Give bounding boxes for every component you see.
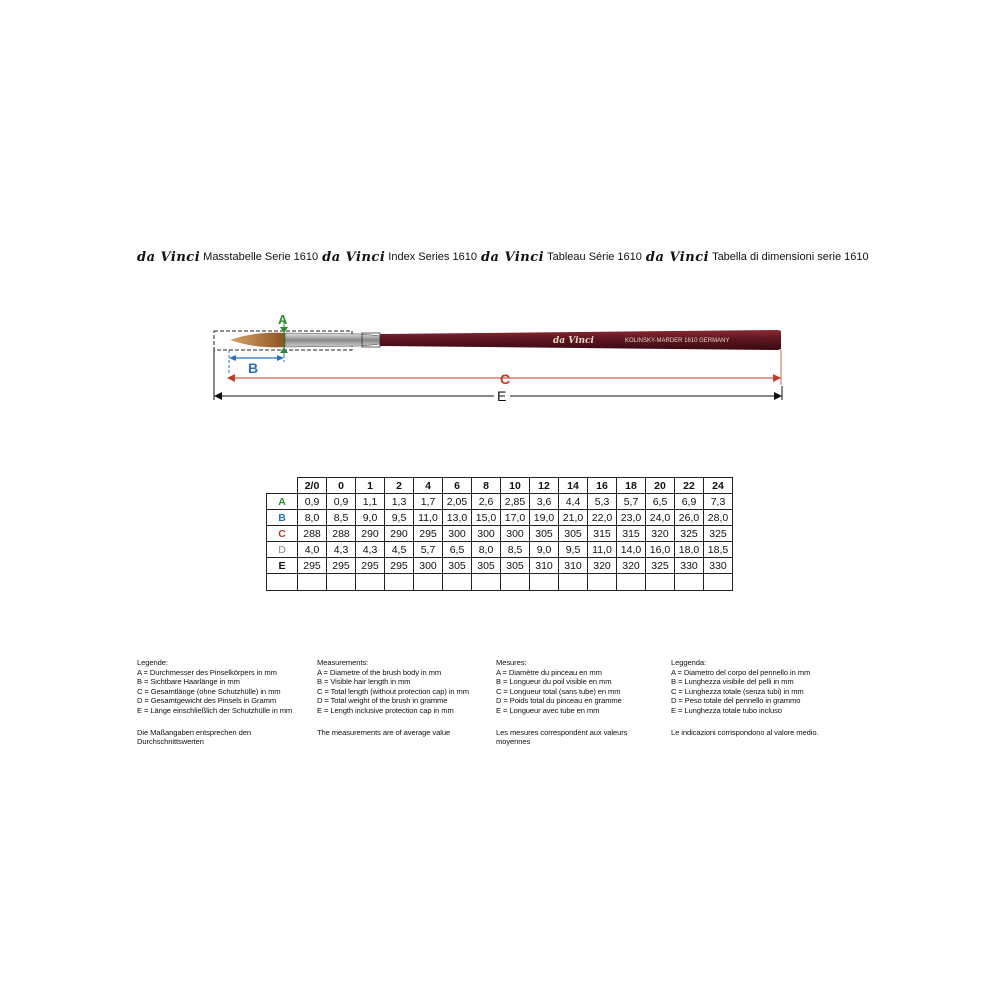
size-header-cell: 1 [356, 478, 385, 494]
table-cell: 18,0 [675, 542, 704, 558]
arrow-right-icon [277, 355, 284, 361]
legend-title: Legende: [137, 658, 168, 667]
size-header-cell: 2/0 [298, 478, 327, 494]
legend-title: Leggenda: [671, 658, 706, 667]
table-empty-cell [443, 574, 472, 591]
table-empty-cell [588, 574, 617, 591]
table-cell: 26,0 [675, 510, 704, 526]
legend-line: A = Diametro del corpo del pennello in mm [671, 667, 811, 677]
brand-logo-1: da Vinci [137, 249, 201, 265]
legend-line: E = Lunghezza totale tubo incluso [671, 705, 782, 715]
table-cell: 295 [298, 558, 327, 574]
size-header-cell: 4 [414, 478, 443, 494]
table-cell: 300 [472, 526, 501, 542]
legend-note: The measurements are of average value [317, 727, 451, 737]
table-cell: 19,0 [530, 510, 559, 526]
table-cell: 8,0 [298, 510, 327, 526]
legend-line: A = Diametre of the brush body in mm [317, 667, 442, 677]
arrow-down-icon [280, 327, 288, 333]
table-empty-cell [530, 574, 559, 591]
table-header-row [267, 478, 733, 494]
table-empty-cell [298, 574, 327, 591]
size-header-cell: 24 [704, 478, 733, 494]
table-cell: 325 [646, 558, 675, 574]
table-cell: 325 [704, 526, 733, 542]
legend-title: Measurements: [317, 658, 369, 667]
table-cell: 8,5 [327, 510, 356, 526]
legend-note: Die Maßangaben entsprechen den Durchschnittswerten [137, 727, 251, 747]
table-corner-cell [267, 478, 298, 494]
table-empty-cell [559, 574, 588, 591]
size-header-cell: 8 [472, 478, 501, 494]
table-cell: 17,0 [501, 510, 530, 526]
table-cell: 295 [414, 526, 443, 542]
table-row [267, 526, 733, 542]
table-empty-cell [327, 574, 356, 591]
size-table [266, 477, 733, 591]
table-empty-cell [646, 574, 675, 591]
table-cell: 300 [414, 558, 443, 574]
table-cell: 295 [327, 558, 356, 574]
table-cell: 15,0 [472, 510, 501, 526]
table-cell: 305 [559, 526, 588, 542]
table-empty-cell [501, 574, 530, 591]
table-cell: 320 [617, 558, 646, 574]
table-cell: 315 [588, 526, 617, 542]
title-french: Tableau Série 1610 [547, 251, 642, 263]
arrow-right-icon [773, 374, 781, 382]
legend-line: E = Longueur avec tube en mm [496, 705, 600, 715]
table-cell: 0,9 [298, 494, 327, 510]
table-cell: 11,0 [414, 510, 443, 526]
table-cell: 9,0 [530, 542, 559, 558]
table-cell: 16,0 [646, 542, 675, 558]
label-e: E [497, 388, 507, 404]
table-empty-cell [414, 574, 443, 591]
table-row [267, 542, 733, 558]
table-cell: 9,5 [385, 510, 414, 526]
size-header-cell: 6 [443, 478, 472, 494]
table-cell: 295 [385, 558, 414, 574]
legend-line: B = Longueur du poil visible en mm [496, 677, 612, 687]
table-cell: 305 [530, 526, 559, 542]
legend-line: B = Sichtbare Haarlänge in mm [137, 677, 240, 687]
table-cell: 4,5 [385, 542, 414, 558]
table-cell: 288 [327, 526, 356, 542]
table-cell: 6,9 [675, 494, 704, 510]
table-cell: 21,0 [559, 510, 588, 526]
table-cell: 5,7 [414, 542, 443, 558]
table-blank-row [267, 574, 733, 591]
size-header-cell: 12 [530, 478, 559, 494]
label-b: B [248, 360, 259, 376]
table-cell: 0,9 [327, 494, 356, 510]
table-cell: 8,0 [472, 542, 501, 558]
size-header-cell: 18 [617, 478, 646, 494]
table-cell: 305 [443, 558, 472, 574]
table-cell: 24,0 [646, 510, 675, 526]
table-cell: 315 [617, 526, 646, 542]
legend-line: B = Visible hair length in mm [317, 677, 411, 687]
table-cell: 1,3 [385, 494, 414, 510]
handle-imprint: KOLINSKY-MARDER 1610 GERMANY [625, 338, 730, 344]
handle-brand: da Vinci [553, 336, 594, 346]
table-cell: 2,05 [443, 494, 472, 510]
legend-line: C = Longueur total (sans tube) en mm [496, 686, 621, 696]
table-cell: 22,0 [588, 510, 617, 526]
size-header-cell: 2 [385, 478, 414, 494]
brush-diagram [0, 0, 1000, 420]
brand-logo-3: da Vinci [480, 249, 545, 265]
table-cell: 300 [443, 526, 472, 542]
row-key-cell: A [267, 494, 298, 510]
size-header-cell: 16 [588, 478, 617, 494]
legend-note: Le indicazioni corrispondono al valore medio. [671, 727, 819, 737]
size-header-cell: 14 [559, 478, 588, 494]
legend-line: D = Total weight of the brush in gramme [317, 696, 448, 706]
table-cell: 310 [530, 558, 559, 574]
table-cell: 9,5 [559, 542, 588, 558]
table-cell: 305 [472, 558, 501, 574]
legend-french [496, 658, 671, 747]
table-row [267, 558, 733, 574]
label-a: A [278, 312, 288, 327]
legend-german [137, 658, 312, 747]
table-cell: 7,3 [704, 494, 733, 510]
legend-line: B = Lunghezza visibile del pelli in mm [671, 677, 794, 687]
table-cell: 11,0 [588, 542, 617, 558]
arrow-right-icon [774, 392, 782, 400]
brand-logo-4: da Vinci [645, 249, 710, 265]
size-header-cell: 0 [327, 478, 356, 494]
table-cell: 300 [501, 526, 530, 542]
table-cell: 13,0 [443, 510, 472, 526]
size-header-cell: 10 [501, 478, 530, 494]
table-empty-cell [617, 574, 646, 591]
table-cell: 4,3 [356, 542, 385, 558]
table-cell: 290 [385, 526, 414, 542]
brush-hair [230, 333, 285, 348]
table-cell: 320 [646, 526, 675, 542]
table-cell: 3,6 [530, 494, 559, 510]
legend-title: Mesures: [496, 658, 527, 667]
table-empty-cell [356, 574, 385, 591]
legend-italian [671, 658, 846, 737]
row-key-cell: C [267, 526, 298, 542]
row-key-cell: B [267, 510, 298, 526]
size-header-cell: 22 [675, 478, 704, 494]
table-cell: 295 [356, 558, 385, 574]
table-cell: 330 [675, 558, 704, 574]
table-cell: 6,5 [646, 494, 675, 510]
table-empty-cell [267, 574, 298, 591]
table-empty-cell [704, 574, 733, 591]
table-cell: 1,7 [414, 494, 443, 510]
table-cell: 290 [356, 526, 385, 542]
table-empty-cell [472, 574, 501, 591]
size-header-cell: 20 [646, 478, 675, 494]
table-cell: 4,4 [559, 494, 588, 510]
table-row [267, 510, 733, 526]
table-cell: 1,1 [356, 494, 385, 510]
legend-line: E = Length inclusive protection cap in mm [317, 705, 454, 715]
table-cell: 2,6 [472, 494, 501, 510]
arrow-left-icon [227, 374, 235, 382]
legend-line: D = Poids total du pinceau en gramme [496, 696, 622, 706]
legend-line: D = Gesamtgewicht des Pinsels in Gramm [137, 696, 277, 706]
arrow-left-icon [229, 355, 236, 361]
table-cell: 320 [588, 558, 617, 574]
table-cell: 8,5 [501, 542, 530, 558]
table-cell: 325 [675, 526, 704, 542]
title-italian: Tabella di dimensioni serie 1610 [712, 251, 869, 263]
arrow-left-icon [214, 392, 222, 400]
table-cell: 14,0 [617, 542, 646, 558]
table-cell: 28,0 [704, 510, 733, 526]
table-empty-cell [385, 574, 414, 591]
table-cell: 310 [559, 558, 588, 574]
legend-line: A = Durchmesser des Pinselkörpers in mm [137, 667, 277, 677]
table-cell: 5,3 [588, 494, 617, 510]
row-key-cell: D [267, 542, 298, 558]
table-cell: 5,7 [617, 494, 646, 510]
legend-line: C = Lunghezza totale (senza tubi) in mm [671, 686, 804, 696]
brand-logo-2: da Vinci [322, 249, 386, 265]
legend-line: D = Peso totale del pennello in grammo [671, 696, 801, 706]
table-cell: 6,5 [443, 542, 472, 558]
label-c: C [500, 371, 511, 387]
legend-line: A = Diamètre du pinceau en mm [496, 667, 602, 677]
brush-ferrule [285, 333, 380, 347]
legend-line: E = Länge einschließlich der Schutzhülle in mm [137, 705, 293, 715]
table-empty-cell [675, 574, 704, 591]
table-cell: 2,85 [501, 494, 530, 510]
table-row [267, 494, 733, 510]
table-cell: 4,3 [327, 542, 356, 558]
legend-english [317, 658, 492, 737]
title-english: Index Series 1610 [388, 251, 477, 263]
row-key-cell: E [267, 558, 298, 574]
table-cell: 288 [298, 526, 327, 542]
table-cell: 23,0 [617, 510, 646, 526]
table-cell: 18,5 [704, 542, 733, 558]
table-cell: 9,0 [356, 510, 385, 526]
table-cell: 330 [704, 558, 733, 574]
legend-note: Les mesures correspondent aux valeurs moyennes [496, 727, 628, 747]
table-cell: 305 [501, 558, 530, 574]
legend-line: C = Total length (without protection cap) in mm [317, 686, 469, 696]
legend-line: C = Gesamtlänge (ohne Schutzhülle) in mm [137, 686, 281, 696]
table-cell: 4,0 [298, 542, 327, 558]
title-german: Masstabelle Serie 1610 [203, 251, 319, 263]
